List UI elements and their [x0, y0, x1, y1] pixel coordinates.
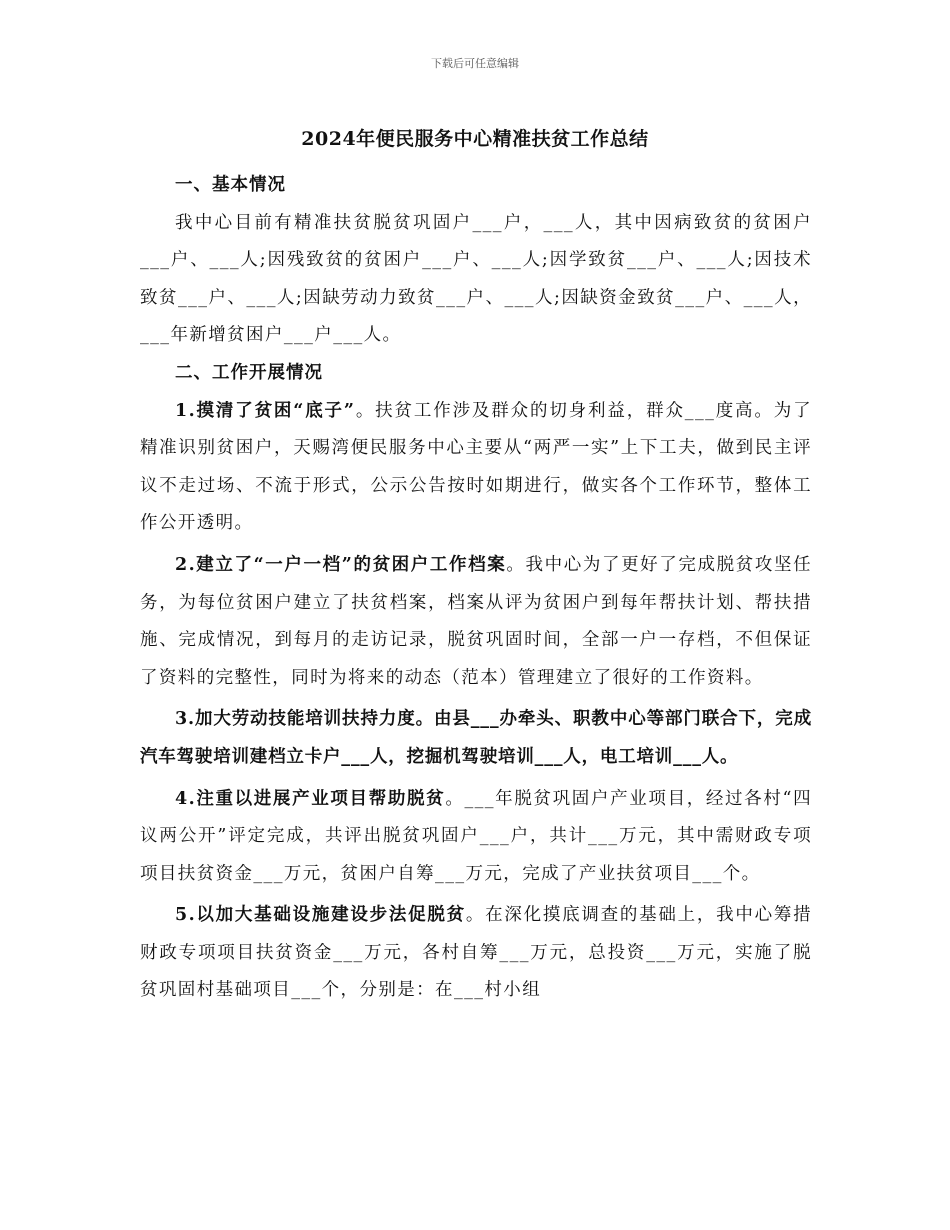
paragraph-item-4 — [140, 781, 812, 894]
paragraph-item-2 — [140, 547, 812, 697]
section-heading-basic: 一、基本情况 — [175, 175, 286, 195]
paragraph-item-3: 3.加大劳动技能培训扶持力度。由县___办牵头、职教中心等部门联合下，完成汽车驾驶培训建档立卡户___人，挖掘机驾驶培训___人，电工培训___人。 — [140, 709, 812, 767]
paragraph-item-5 — [140, 897, 812, 1010]
paragraph-basic-situation: 我中心目前有精准扶贫脱贫巩固户___户，___人，其中因病致贫的贫困户___户、___人;因残致贫的贫困户___户、___人;因学致贫___户、___人;因技术致贫___户、___人;因缺劳动力致贫___户、___人;因缺资金致贫___户、___人，___年新增贫困户___户___人。 — [140, 212, 812, 346]
paragraph-item-1 — [140, 393, 812, 543]
item-1-lead: 1.摸清了贫困“底子” — [175, 400, 356, 421]
document-title: 2024年便民服务中心精准扶贫工作总结 — [301, 128, 649, 150]
item-5-lead: 5.以加大基础设施建设步法促脱贫 — [175, 905, 466, 926]
document-body — [140, 167, 812, 1010]
item-2-text: 。我中心为了更好了完成脱贫攻坚任务，为每位贫困户建立了扶贫档案，档案从评为贫困户到每年帮扶计划、帮扶措施、完成情况，到每月的走访记录，脱贫巩固时间，全部一户一存档，不但保证了资料的完整性，同时为将来的动态（范本）管理建立了很好的工作资料。 — [140, 554, 812, 688]
section-heading-work: 二、工作开展情况 — [175, 362, 323, 383]
item-2-lead: 2.建立了“一户一档”的贫困户工作档案 — [175, 554, 507, 575]
item-4-lead: 4.注重以进展产业项目帮助脱贫 — [175, 788, 446, 809]
item-1-text: 。扶贫工作涉及群众的切身利益，群众___度高。为了精准识别贫困户，天赐湾便民服务中心主要从“两严一实”上下工夫，做到民主评议不走过场、不流于形式，公示公告按时如期进行，做实各个工作环节，整体工作公开透明。 — [140, 400, 813, 534]
item-4-text: 。___年脱贫巩固户产业项目，经过各村“四议两公开”评定完成，共评出脱贫巩固户___户，共计___万元，其中需财政专项项目扶贫资金___万元，贫困户自筹___万元，完成了产业扶贫项目___个。 — [140, 788, 812, 884]
item-5-text: 。在深化摸底调查的基础上，我中心筹措财政专项项目扶贫资金___万元，各村自筹___万元，总投资___万元，实施了脱贫巩固村基础项目___个，分别是：在___村小组 — [140, 905, 812, 1001]
header-note: 下载后可任意编辑 — [431, 57, 519, 70]
